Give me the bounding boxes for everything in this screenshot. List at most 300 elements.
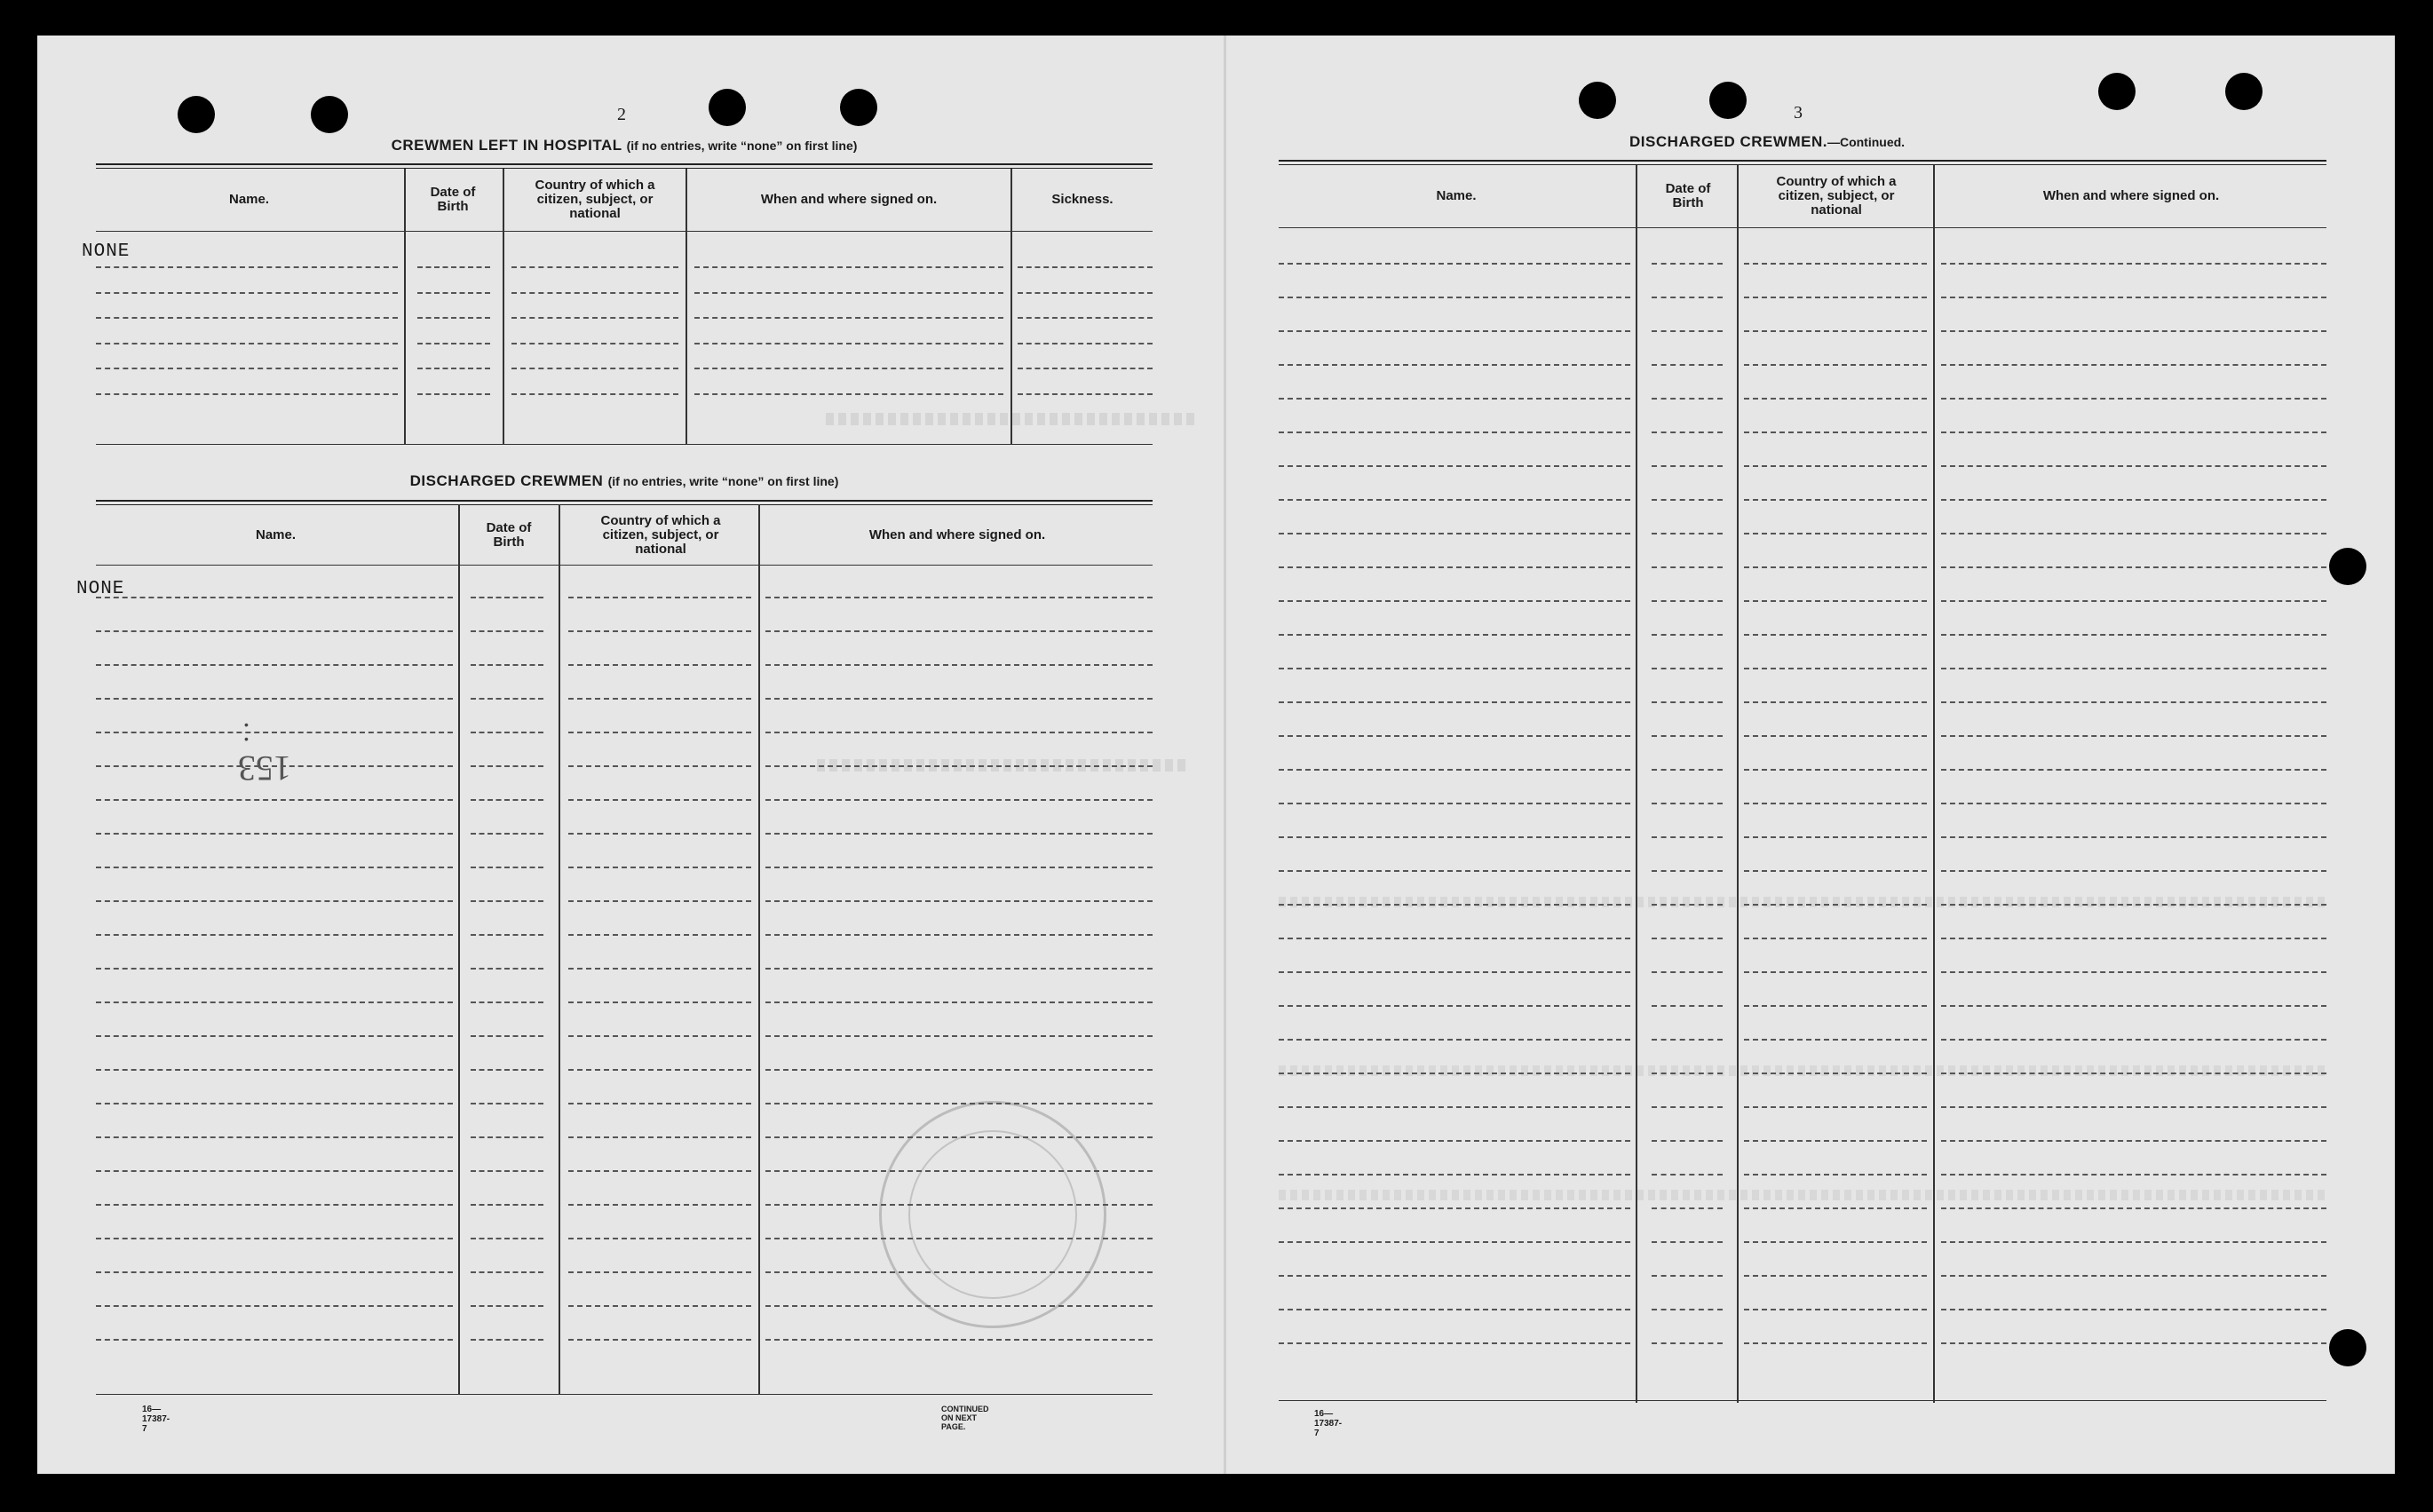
column-divider <box>1636 165 1637 1403</box>
entry-line <box>1018 317 1153 319</box>
entry-line <box>471 1238 543 1239</box>
entry-line <box>1279 1106 1630 1108</box>
continued-note: CONTINUED ON NEXT PAGE. <box>941 1405 989 1431</box>
form-number: 16—17387-7 <box>1314 1409 1343 1438</box>
entry-line <box>1744 263 1927 265</box>
column-header-country: Country of which a citizen, subject, or national <box>535 178 655 221</box>
entry-line <box>1941 1039 2326 1041</box>
section-suffix: —Continued. <box>1827 135 1906 149</box>
section-heading: DISCHARGED CREWMEN <box>409 472 604 489</box>
entry-line <box>765 1170 1153 1172</box>
entry-line <box>568 1136 751 1138</box>
punch-hole <box>2098 73 2136 110</box>
entry-line <box>96 698 453 700</box>
entry-line <box>1279 701 1630 703</box>
entry-line <box>1941 836 2326 838</box>
entry-line <box>1744 1309 1927 1310</box>
table-top-rule <box>1279 160 2326 165</box>
entry-line <box>1652 1207 1723 1209</box>
entry-line <box>1744 836 1927 838</box>
entry-line <box>96 1069 453 1071</box>
entry-line <box>1744 1342 1927 1344</box>
entry-line <box>417 368 490 369</box>
entry-line <box>694 266 1003 268</box>
entry-line <box>96 368 398 369</box>
column-header-signed-on: When and where signed on. <box>868 527 1046 542</box>
entry-line <box>568 934 751 936</box>
entry-line <box>1279 938 1630 939</box>
entry-line <box>765 1204 1153 1206</box>
entry-line <box>471 968 543 970</box>
entry-line <box>1744 1140 1927 1142</box>
entry-line <box>765 765 1153 767</box>
entry-line <box>568 1204 751 1206</box>
entry-line <box>96 1035 453 1037</box>
entry-line <box>1941 465 2326 467</box>
entry-line <box>1652 263 1723 265</box>
entry-line <box>471 934 543 936</box>
entry-line <box>765 900 1153 902</box>
entry-line <box>471 765 543 767</box>
entry-line <box>1744 701 1927 703</box>
entry-line <box>765 1339 1153 1341</box>
bleed-through-text <box>826 413 1199 425</box>
entry-line <box>1279 769 1630 771</box>
entry-line <box>471 698 543 700</box>
entry-line <box>1652 364 1723 366</box>
entry-line <box>765 833 1153 835</box>
entry-line <box>694 317 1003 319</box>
entry-line <box>1941 735 2326 737</box>
punch-hole <box>1709 82 1747 119</box>
entry-line <box>1744 1005 1927 1007</box>
entry-line <box>1652 1174 1723 1176</box>
entry-line <box>765 1238 1153 1239</box>
entry-line <box>1744 1275 1927 1277</box>
entry-line <box>568 732 751 733</box>
entry-line <box>1279 1039 1630 1041</box>
entry-line <box>471 1103 543 1104</box>
entry-line <box>1652 1106 1723 1108</box>
entry-line <box>1279 1309 1630 1310</box>
punch-hole <box>178 96 215 133</box>
entry-line <box>1279 1073 1630 1074</box>
punch-hole <box>2225 73 2263 110</box>
entry-line <box>96 934 453 936</box>
punch-hole <box>311 96 348 133</box>
entry-line <box>765 698 1153 700</box>
entry-line <box>1279 499 1630 501</box>
entry-line <box>1652 499 1723 501</box>
entry-line <box>568 1001 751 1003</box>
entry-line <box>96 867 453 868</box>
entry-line <box>694 343 1003 344</box>
section-heading: DISCHARGED CREWMEN. <box>1629 133 1827 150</box>
entry-line <box>511 343 678 344</box>
column-divider <box>404 169 406 444</box>
entry-line <box>568 867 751 868</box>
entry-line <box>1744 499 1927 501</box>
entry-line <box>1941 566 2326 568</box>
entry-line <box>1744 904 1927 906</box>
entry-line <box>1279 600 1630 602</box>
entry-line <box>1652 1140 1723 1142</box>
header-rule <box>96 231 1153 232</box>
entry-line <box>1279 971 1630 973</box>
entry-line <box>765 1305 1153 1307</box>
form-number: 16—17387-7 <box>142 1405 170 1434</box>
entry-line <box>694 393 1003 395</box>
entry-line <box>1279 634 1630 636</box>
entry-line <box>765 597 1153 598</box>
hospital-section-title <box>96 137 1153 154</box>
entry-line <box>1652 1039 1723 1041</box>
document-sheet <box>37 36 2395 1474</box>
entry-line <box>1744 465 1927 467</box>
entry-line <box>568 900 751 902</box>
entry-line <box>96 1136 453 1138</box>
entry-line <box>765 799 1153 801</box>
entry-line <box>1941 938 2326 939</box>
entry-line <box>1652 836 1723 838</box>
entry-line <box>471 1339 543 1341</box>
entry-line <box>1279 465 1630 467</box>
column-divider <box>1737 165 1739 1403</box>
discharged-entry-none: NONE <box>76 579 125 599</box>
entry-line <box>1279 1174 1630 1176</box>
page-fold <box>1224 36 1226 1474</box>
column-header-sickness: Sickness. <box>1051 192 1113 207</box>
entry-line <box>694 292 1003 294</box>
column-header-signed-on: When and where signed on. <box>760 192 938 207</box>
entry-line <box>1652 870 1723 872</box>
entry-line <box>1279 566 1630 568</box>
entry-line <box>417 393 490 395</box>
entry-line <box>471 833 543 835</box>
entry-line <box>1018 292 1153 294</box>
entry-line <box>1941 330 2326 332</box>
table-bottom-rule <box>96 1394 1153 1395</box>
entry-line <box>1652 465 1723 467</box>
column-header-date-of-birth: Date of Birth <box>1665 181 1711 210</box>
bleed-through-text <box>1279 1190 2326 1200</box>
entry-line <box>96 833 453 835</box>
entry-line <box>471 867 543 868</box>
column-header-name: Name. <box>1436 188 1477 203</box>
entry-line <box>568 698 751 700</box>
discharged-section-title <box>96 472 1153 490</box>
entry-line <box>1744 1106 1927 1108</box>
entry-line <box>765 1035 1153 1037</box>
entry-line <box>471 1305 543 1307</box>
entry-line <box>1941 904 2326 906</box>
entry-line <box>1941 1342 2326 1344</box>
entry-line <box>96 732 453 733</box>
entry-line <box>1652 904 1723 906</box>
column-divider <box>1010 169 1012 444</box>
entry-line <box>765 1136 1153 1138</box>
entry-line <box>568 1305 751 1307</box>
entry-line <box>1279 398 1630 400</box>
section-instruction: (if no entries, write “none” on first line) <box>607 474 839 488</box>
entry-line <box>765 664 1153 666</box>
entry-line <box>96 1238 453 1239</box>
entry-line <box>765 968 1153 970</box>
entry-line <box>417 343 490 344</box>
entry-line <box>765 630 1153 632</box>
entry-line <box>1941 297 2326 298</box>
entry-line <box>694 368 1003 369</box>
entry-line <box>1744 330 1927 332</box>
entry-line <box>1279 904 1630 906</box>
entry-line <box>1652 1241 1723 1243</box>
entry-line <box>1941 1140 2326 1142</box>
entry-line <box>511 368 678 369</box>
page-number: 3 <box>1794 103 1803 123</box>
entry-line <box>471 1069 543 1071</box>
entry-line <box>1744 735 1927 737</box>
entry-line <box>96 1305 453 1307</box>
entry-line <box>568 765 751 767</box>
entry-line <box>1941 803 2326 804</box>
entry-line <box>1279 364 1630 366</box>
entry-line <box>96 664 453 666</box>
column-header-date-of-birth: Date of Birth <box>430 185 476 214</box>
page-number: 2 <box>617 105 626 124</box>
entry-line <box>568 1339 751 1341</box>
column-header-country: Country of which a citizen, subject, or national <box>600 513 721 557</box>
entry-line <box>1652 600 1723 602</box>
entry-line <box>1652 1275 1723 1277</box>
entry-line <box>1652 1309 1723 1310</box>
entry-line <box>765 934 1153 936</box>
entry-line <box>471 597 543 598</box>
entry-line <box>1744 398 1927 400</box>
punch-hole <box>1579 82 1616 119</box>
entry-line <box>96 630 453 632</box>
entry-line <box>1941 1106 2326 1108</box>
column-divider <box>1933 165 1935 1403</box>
table-bottom-rule <box>96 444 1153 445</box>
entry-line <box>96 1170 453 1172</box>
entry-line <box>568 1035 751 1037</box>
entry-line <box>568 968 751 970</box>
column-header-name: Name. <box>255 527 297 542</box>
entry-line <box>471 900 543 902</box>
entry-line <box>1652 431 1723 433</box>
entry-line <box>1652 668 1723 669</box>
entry-line <box>765 732 1153 733</box>
entry-line <box>1941 364 2326 366</box>
entry-line <box>568 799 751 801</box>
entry-line <box>1941 1005 2326 1007</box>
entry-line <box>1941 1174 2326 1176</box>
entry-line <box>1279 1140 1630 1142</box>
entry-line <box>471 1170 543 1172</box>
entry-line <box>1744 566 1927 568</box>
stray-marks: • • <box>244 717 249 746</box>
entry-line <box>1279 836 1630 838</box>
entry-line <box>765 1001 1153 1003</box>
entry-line <box>1279 297 1630 298</box>
entry-line <box>1018 393 1153 395</box>
entry-line <box>96 1103 453 1104</box>
column-header-date-of-birth: Date of Birth <box>486 520 532 550</box>
entry-line <box>1941 533 2326 534</box>
entry-line <box>1279 668 1630 669</box>
column-divider <box>503 169 504 444</box>
entry-line <box>1744 769 1927 771</box>
entry-line <box>1652 1005 1723 1007</box>
punch-hole <box>2329 1329 2366 1366</box>
entry-line <box>1279 803 1630 804</box>
entry-line <box>568 1069 751 1071</box>
entry-line <box>1941 971 2326 973</box>
punch-hole <box>840 89 877 126</box>
entry-line <box>1652 398 1723 400</box>
entry-line <box>568 597 751 598</box>
entry-line <box>1652 769 1723 771</box>
entry-line <box>1744 634 1927 636</box>
section-heading: CREWMEN LEFT IN HOSPITAL <box>391 137 622 154</box>
entry-line <box>1279 1005 1630 1007</box>
entry-line <box>1744 1073 1927 1074</box>
entry-line <box>96 266 398 268</box>
entry-line <box>1279 1207 1630 1209</box>
entry-line <box>96 799 453 801</box>
entry-line <box>1744 431 1927 433</box>
entry-line <box>765 1103 1153 1104</box>
entry-line <box>471 1271 543 1273</box>
entry-line <box>1018 368 1153 369</box>
entry-line <box>1652 735 1723 737</box>
entry-line <box>1279 735 1630 737</box>
entry-line <box>1941 1275 2326 1277</box>
entry-line <box>417 317 490 319</box>
entry-line <box>1279 1275 1630 1277</box>
entry-line <box>1744 870 1927 872</box>
punch-hole <box>709 89 746 126</box>
entry-line <box>1652 1342 1723 1344</box>
entry-line <box>1941 634 2326 636</box>
entry-line <box>1744 600 1927 602</box>
entry-line <box>96 900 453 902</box>
entry-line <box>1941 1073 2326 1074</box>
handwritten-mark: 153 <box>238 748 291 788</box>
entry-line <box>568 1170 751 1172</box>
entry-line <box>96 968 453 970</box>
table-top-rule <box>96 163 1153 169</box>
entry-line <box>1279 1241 1630 1243</box>
header-rule <box>1279 227 2326 228</box>
entry-line <box>471 1204 543 1206</box>
entry-line <box>1018 266 1153 268</box>
entry-line <box>1744 668 1927 669</box>
column-header-name: Name. <box>228 192 270 207</box>
entry-line <box>1652 971 1723 973</box>
entry-line <box>1279 263 1630 265</box>
hospital-entry-none: NONE <box>82 241 131 262</box>
entry-line <box>568 630 751 632</box>
column-divider <box>458 504 460 1394</box>
column-divider <box>559 504 560 1394</box>
entry-line <box>1652 330 1723 332</box>
column-header-signed-on: When and where signed on. <box>2042 188 2220 203</box>
entry-line <box>1279 431 1630 433</box>
entry-line <box>471 732 543 733</box>
entry-line <box>568 664 751 666</box>
entry-line <box>1941 398 2326 400</box>
discharged-continued-title <box>1629 133 2162 151</box>
entry-line <box>1744 364 1927 366</box>
entry-line <box>96 1339 453 1341</box>
entry-line <box>1941 668 2326 669</box>
bleed-through-text <box>1279 897 2326 907</box>
entry-line <box>765 1271 1153 1273</box>
stamp-impression <box>879 1101 1106 1328</box>
entry-line <box>96 393 398 395</box>
entry-line <box>471 799 543 801</box>
entry-line <box>1652 566 1723 568</box>
entry-line <box>1941 499 2326 501</box>
entry-line <box>96 317 398 319</box>
entry-line <box>471 664 543 666</box>
entry-line <box>1744 938 1927 939</box>
entry-line <box>1941 1241 2326 1243</box>
entry-line <box>96 343 398 344</box>
entry-line <box>1744 297 1927 298</box>
entry-line <box>1652 1073 1723 1074</box>
entry-line <box>1744 1207 1927 1209</box>
entry-line <box>1279 870 1630 872</box>
entry-line <box>1941 870 2326 872</box>
entry-line <box>471 1136 543 1138</box>
entry-line <box>1744 1039 1927 1041</box>
entry-line <box>1744 1174 1927 1176</box>
entry-line <box>471 1001 543 1003</box>
table-bottom-rule <box>1279 1400 2326 1401</box>
entry-line <box>1279 330 1630 332</box>
entry-line <box>1744 971 1927 973</box>
entry-line <box>1652 533 1723 534</box>
header-rule <box>96 565 1153 566</box>
entry-line <box>511 393 678 395</box>
entry-line <box>568 1103 751 1104</box>
entry-line <box>1941 431 2326 433</box>
entry-line <box>511 292 678 294</box>
bleed-through-text <box>1279 1065 2326 1076</box>
entry-line <box>568 833 751 835</box>
entry-line <box>417 292 490 294</box>
entry-line <box>1652 634 1723 636</box>
column-divider <box>758 504 760 1394</box>
entry-line <box>1652 803 1723 804</box>
entry-line <box>1941 1309 2326 1310</box>
entry-line <box>96 1271 453 1273</box>
entry-line <box>1744 533 1927 534</box>
entry-line <box>96 1001 453 1003</box>
entry-line <box>568 1271 751 1273</box>
entry-line <box>1941 600 2326 602</box>
entry-line <box>1652 938 1723 939</box>
punch-hole <box>2329 548 2366 585</box>
entry-line <box>96 292 398 294</box>
entry-line <box>471 630 543 632</box>
section-instruction: (if no entries, write “none” on first line) <box>626 139 858 153</box>
entry-line <box>1941 769 2326 771</box>
entry-line <box>765 1069 1153 1071</box>
entry-line <box>511 317 678 319</box>
